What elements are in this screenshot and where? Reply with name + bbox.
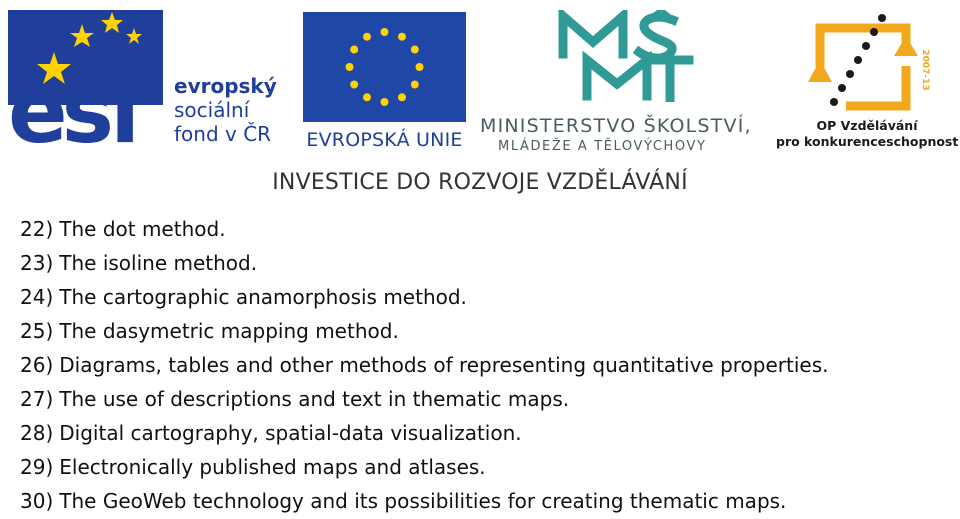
esf-caption-line2: sociální [174,98,250,122]
list-item [20,213,828,247]
list-item-text: Digital cartography, spatial-data visualization. [59,421,522,445]
list-item [20,417,828,451]
list-item-number: 24) [20,285,54,309]
list-item [20,315,828,349]
list-item-text: Diagrams, tables and other methods of representing quantitative properties. [59,353,829,377]
op-caption-line1: OP Vzdělávání [816,118,918,133]
msmt-caption-line1: MINISTERSTVO ŠKOLSTVÍ, [480,115,752,137]
list-item-number: 27) [20,387,54,411]
esf-letters: esf [8,60,141,163]
list-item [20,247,828,281]
list-item-text: Electronically published maps and atlases. [59,455,486,479]
op-arrows-icon [806,10,936,115]
op-vzdelavani-logo [776,10,958,150]
list-item-number: 28) [20,421,54,445]
list-item-text: The cartographic anamorphosis method. [59,285,467,309]
banner-title: INVESTICE DO ROZVOJE VZDĚLÁVÁNÍ [272,170,688,195]
eu-logo [303,12,466,152]
list-item-number: 23) [20,251,54,275]
list-item-number: 30) [20,489,54,513]
op-years-label: 2007-13 [920,49,930,91]
msmt-mark-icon [555,10,695,102]
msmt-caption-line2: MLÁDEŽE A TĚLOVÝCHOVY [498,139,707,154]
op-caption-line2: pro konkurenceschopnost [776,134,959,149]
list-item [20,451,828,485]
eu-flag-icon [303,12,466,122]
list-item-number: 26) [20,353,54,377]
list-item-text: The dot method. [59,217,226,241]
msmt-logo [480,10,765,154]
list-item [20,383,828,417]
list-item [20,349,828,383]
esf-caption-line3: fond v ČR [174,122,272,146]
list-item-text: The dasymetric mapping method. [59,319,399,343]
list-item [20,485,828,519]
list-item-number: 22) [20,217,54,241]
list-item [20,281,828,315]
esf-caption [174,74,277,146]
eu-caption: EVROPSKÁ UNIE [306,129,463,151]
list-item-text: The isoline method. [59,251,258,275]
topic-list [20,213,828,519]
list-item-number: 25) [20,319,54,343]
list-item-number: 29) [20,455,54,479]
list-item-text: The GeoWeb technology and its possibilities for creating thematic maps. [59,489,787,513]
op-caption [776,118,958,150]
list-item-text: The use of descriptions and text in thematic maps. [59,387,570,411]
esf-caption-line1: evropský [174,74,277,98]
logo-bar [0,0,960,163]
esf-logo [8,10,298,163]
